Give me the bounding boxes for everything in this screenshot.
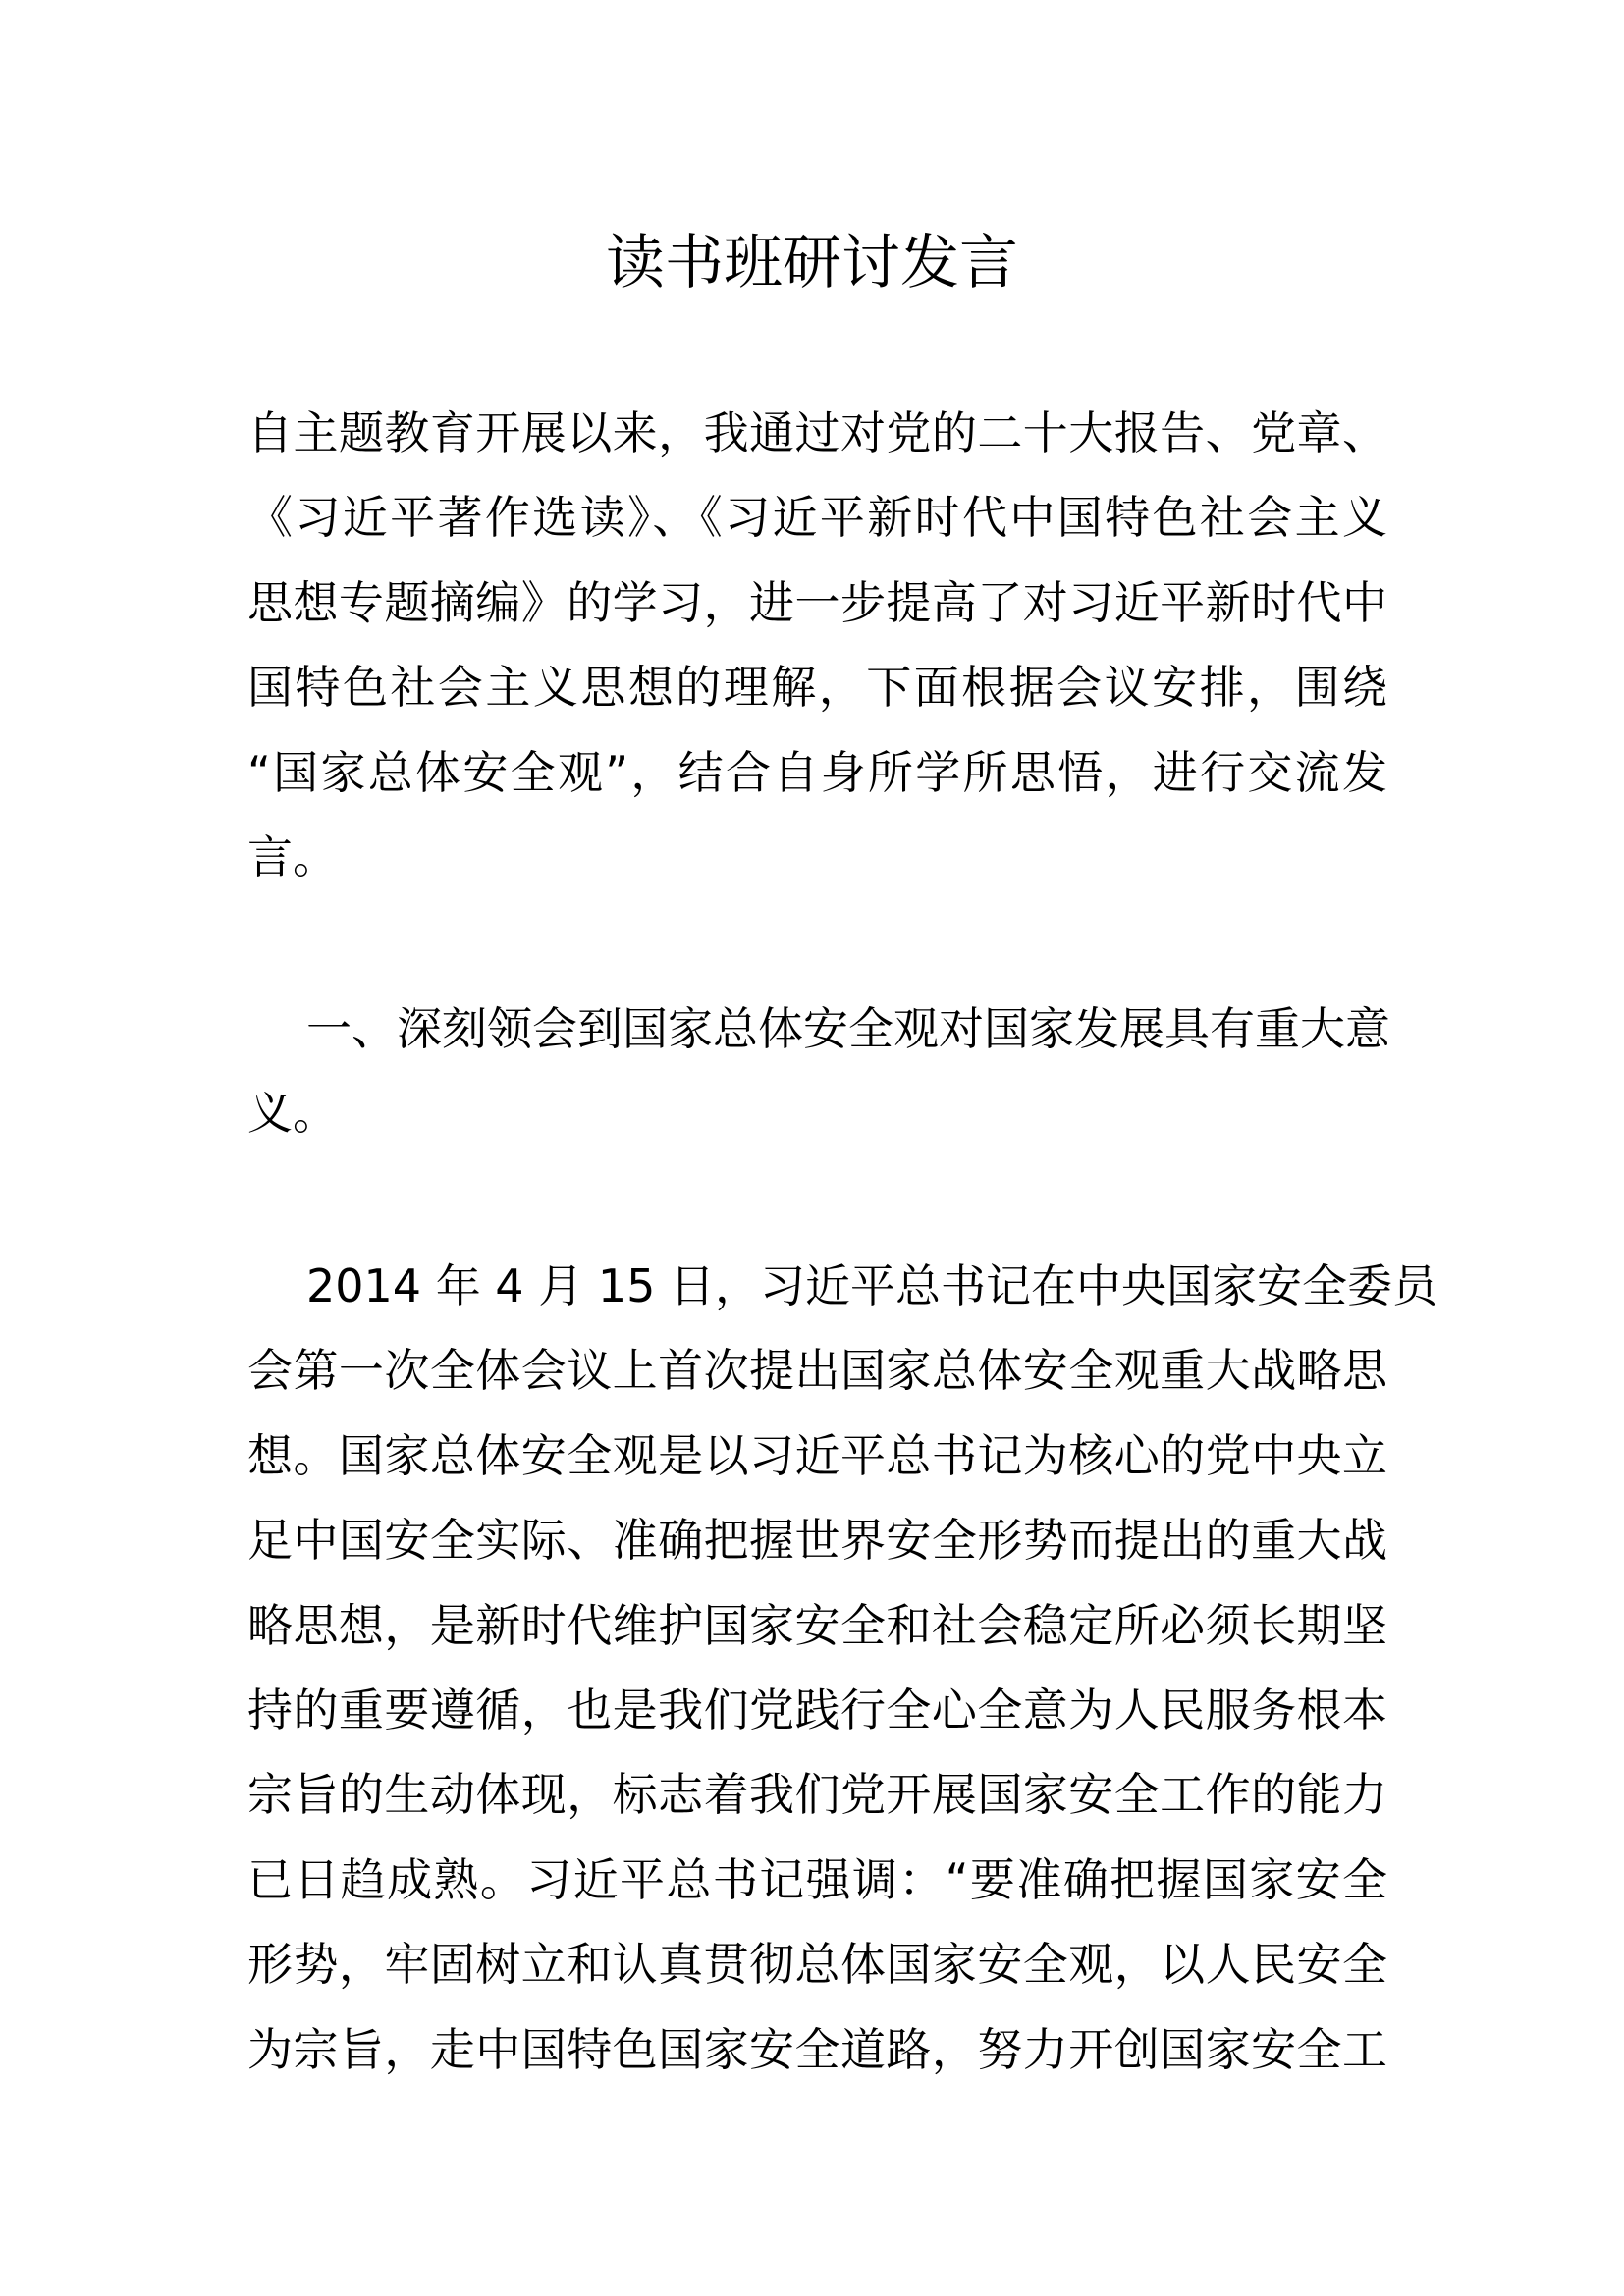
text-line: 言。 xyxy=(247,829,338,883)
text-line: 想。国家总体安全观是以习近平总书记为核心的党中央立 xyxy=(247,1428,1387,1482)
text-line: 形势，牢固树立和认真贯彻总体国家安全观，以人民安全 xyxy=(247,1938,1387,1992)
text-line: 自主题教育开展以来，我通过对党的二十大报告、党章、 xyxy=(247,406,1387,459)
text-line: 为宗旨，走中国特色国家安全道路，努力开创国家安全工 xyxy=(247,2022,1387,2076)
text-line: 2014 年 4 月 15 日，习近平总书记在中央国家安全委员 xyxy=(306,1259,1437,1312)
text-line: “国家总体安全观”，结合自身所学所思悟，进行交流发 xyxy=(247,745,1387,799)
text-line: 国特色社会主义思想的理解，下面根据会议安排，围绕 xyxy=(247,661,1387,715)
text-line: 思想专题摘编》的学习，进一步提高了对习近平新时代中 xyxy=(247,575,1387,629)
text-line: 《习近平著作选读》、《习近平新时代中国特色社会主义 xyxy=(247,491,1387,545)
document-title: 读书班研讨发言 xyxy=(606,229,1018,297)
text-line: 会第一次全体会议上首次提出国家总体安全观重大战略思 xyxy=(247,1344,1387,1398)
paragraph-body xyxy=(247,1244,1437,2092)
text-line: 足中国安全实际、准确把握世界安全形势而提出的重大战 xyxy=(247,1514,1387,1568)
text-line: 宗旨的生动体现，标志着我们党开展国家安全工作的能力 xyxy=(247,1768,1387,1822)
paragraph-intro xyxy=(247,391,1387,899)
heading-line: 义。 xyxy=(247,1087,338,1141)
text-line: 已日趋成熟。习近平总书记强调：“要准确把握国家安全 xyxy=(247,1852,1387,1906)
text-line: 略思想，是新时代维护国家安全和社会稳定所必须长期坚 xyxy=(247,1598,1387,1652)
text-line: 持的重要遵循，也是我们党践行全心全意为人民服务根本 xyxy=(247,1682,1387,1736)
heading-line: 一、深刻领会到国家总体安全观对国家发展具有重大意 xyxy=(306,1002,1390,1055)
section-heading-1 xyxy=(247,987,1390,1156)
